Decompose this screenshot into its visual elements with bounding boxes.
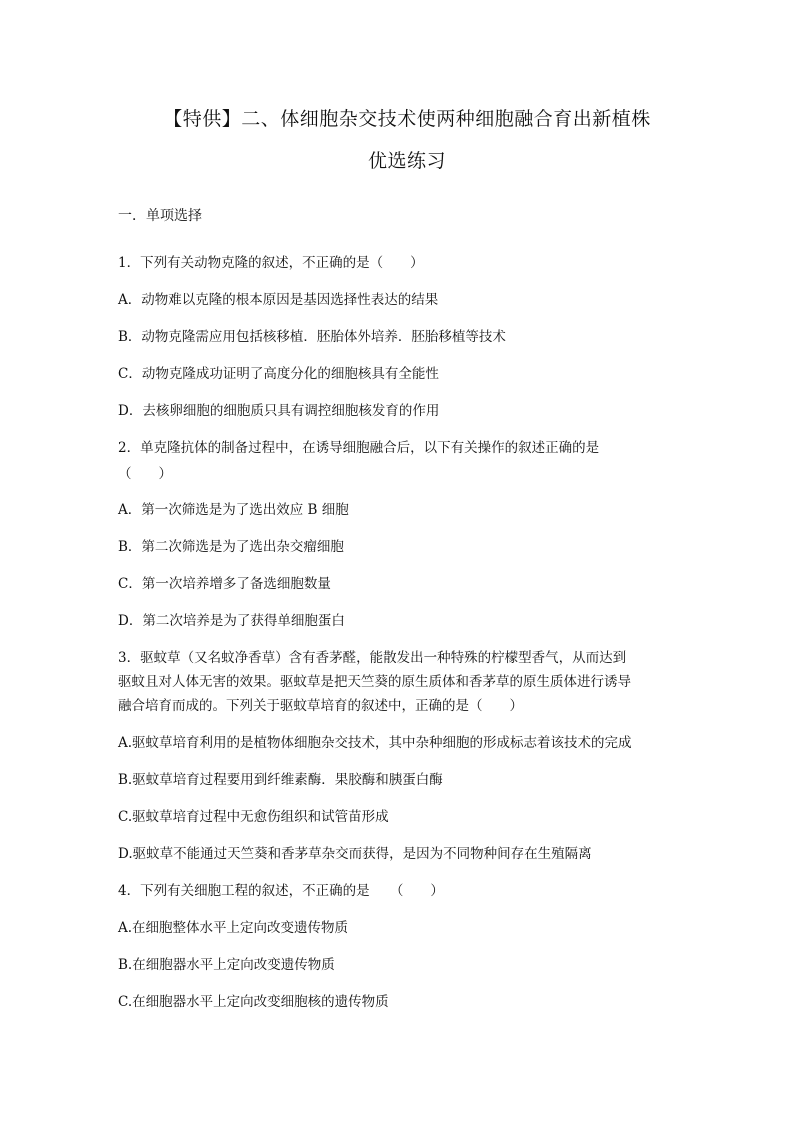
- question-3-option-b: B.驱蚊草培育过程要用到纤维素酶．果胶酶和胰蛋白酶: [118, 772, 443, 788]
- question-4-option-a: A.在细胞整体水平上定向改变遗传物质: [118, 920, 349, 936]
- question-3-stem-line-3: 融合培育而成的。下列关于驱蚊草培育的叙述中，正确的是（ ）: [118, 698, 523, 714]
- question-4-stem: 4．下列有关细胞工程的叙述，不正确的是 （ ）: [118, 883, 444, 899]
- question-2-stem-line-2: （ ）: [118, 466, 172, 482]
- question-1-stem: 1．下列有关动物克隆的叙述，不正确的是（ ）: [118, 255, 424, 271]
- question-3-option-a: A.驱蚊草培育利用的是植物体细胞杂交技术，其中杂种细胞的形成标志着该技术的完成: [118, 735, 632, 751]
- question-1-option-d: D．去核卵细胞的细胞质只具有调控细胞核发育的作用: [118, 403, 440, 419]
- document-title-line-1: 【特供】二、体细胞杂交技术使两种细胞融合育出新植株: [163, 108, 651, 130]
- question-2-option-c: C．第一次培养增多了备选细胞数量: [118, 576, 331, 592]
- question-4-option-b: B.在细胞器水平上定向改变遗传物质: [118, 957, 335, 973]
- question-2-stem-line-1: 2．单克隆抗体的制备过程中，在诱导细胞融合后，以下有关操作的叙述正确的是: [118, 440, 600, 456]
- question-2-option-d: D．第二次培养是为了获得单细胞蛋白: [118, 613, 345, 629]
- question-3-stem-line-1: 3．驱蚊草（又名蚊净香草）含有香茅醛，能散发出一种特殊的柠檬型香气，从而达到: [118, 650, 627, 666]
- question-1-option-a: A．动物难以克隆的根本原因是基因选择性表达的结果: [118, 292, 439, 308]
- question-1-option-c: C．动物克隆成功证明了高度分化的细胞核具有全能性: [118, 366, 439, 382]
- question-4-option-c: C.在细胞器水平上定向改变细胞核的遗传物质: [118, 994, 389, 1010]
- document-title-line-2: 优选练习: [367, 150, 446, 172]
- question-3-option-d: D.驱蚊草不能通过天竺葵和香茅草杂交而获得，是因为不同物种间存在生殖隔离: [118, 846, 592, 862]
- question-3-stem-line-2: 驱蚊且对人体无害的效果。驱蚊草是把天竺葵的原生质体和香茅草的原生质体进行诱导: [118, 674, 631, 690]
- question-2-option-a: A．第一次筛选是为了选出效应 B 细胞: [118, 502, 349, 518]
- question-3-option-c: C.驱蚊草培育过程中无愈伤组织和试管苗形成: [118, 809, 389, 825]
- section-heading: 一．单项选择: [118, 208, 202, 224]
- question-2-option-b: B．第二次筛选是为了选出杂交瘤细胞: [118, 539, 344, 555]
- question-1-option-b: B．动物克隆需应用包括核移植．胚胎体外培养．胚胎移植等技术: [118, 329, 506, 345]
